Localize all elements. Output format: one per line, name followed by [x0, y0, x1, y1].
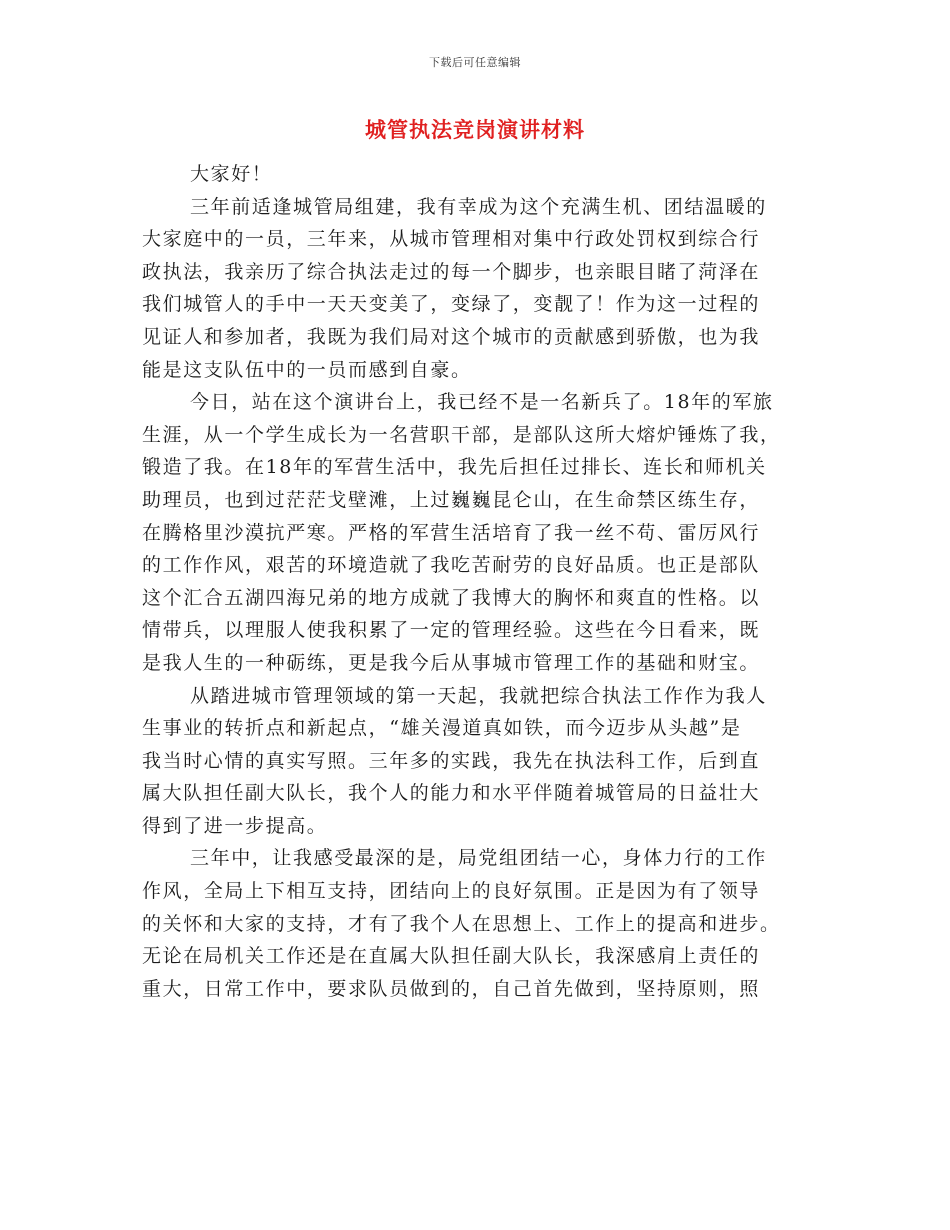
paragraph-line: 无论在局机关工作还是在直属大队担任副大队长，我深感肩上责任的 [142, 945, 761, 968]
paragraph-line: 我当时心情的真实写照。三年多的实践，我先在执法科工作，后到直 [142, 749, 761, 772]
paragraph-line: 得到了进一步提高。 [142, 814, 328, 837]
paragraph-line: 的关怀和大家的支持，才有了我个人在思想上、工作上的提高和进步。 [142, 912, 781, 935]
paragraph-line: 助理员，也到过茫茫戈壁滩，上过巍巍昆仑山，在生命禁区练生存， [142, 488, 761, 511]
paragraph-line: 大家庭中的一员，三年来，从城市管理相对集中行政处罚权到综合行 [142, 228, 761, 251]
paragraph-line: 从踏进城市管理领域的第一天起，我就把综合执法工作作为我人 [190, 684, 767, 707]
paragraph-line: 锻造了我。在18年的军营生活中，我先后担任过排长、连长和师机关 [142, 456, 767, 479]
paragraph-line: 政执法，我亲历了综合执法走过的每一个脚步，也亲眼目睹了菏泽在 [142, 260, 761, 283]
paragraph-line: 是我人生的一种砺练，更是我今后从事城市管理工作的基础和财宝。 [142, 651, 761, 674]
page-header-note: 下载后可任意编辑 [429, 56, 521, 69]
paragraph-line: 我们城管人的手中一天天变美了，变绿了，变靓了！作为这一过程的 [142, 293, 761, 316]
paragraph-line: 见证人和参加者，我既为我们局对这个城市的贡献感到骄傲，也为我 [142, 325, 761, 348]
paragraph-line: 大家好！ [190, 163, 273, 185]
paragraph-line: 的工作作风，艰苦的环境造就了我吃苦耐劳的良好品质。也正是部队 [142, 554, 761, 577]
paragraph-line: 这个汇合五湖四海兄弟的地方成就了我博大的胸怀和爽直的性格。以 [142, 586, 761, 609]
paragraph-line: 属大队担任副大队长，我个人的能力和水平伴随着城管局的日益壮大 [142, 782, 761, 805]
paragraph-line: 三年中，让我感受最深的是，局党组团结一心，身体力行的工作 [190, 847, 767, 870]
document-body [142, 158, 802, 1005]
paragraph-line: 今日，站在这个演讲台上，我已经不是一名新兵了。18年的军旅 [190, 391, 774, 414]
paragraph-line: 能是这支队伍中的一员而感到自豪。 [142, 358, 472, 381]
paragraph-line: 情带兵，以理服人使我积累了一定的管理经验。这些在今日看来，既 [142, 619, 761, 642]
paragraph-line: 在腾格里沙漠抗严寒。严格的军营生活培育了我一丝不苟、雷厉风行 [142, 521, 761, 544]
document-title: 城管执法竞岗演讲材料 [365, 117, 585, 142]
paragraph-line: 生涯，从一个学生成长为一名营职干部，是部队这所大熔炉锤炼了我， [142, 423, 781, 446]
paragraph-line: 作风，全局上下相互支持，团结向上的良好氛围。正是因为有了领导 [142, 880, 761, 903]
paragraph-line: 生事业的转折点和新起点，“雄关漫道真如铁，而今迈步从头越”是 [142, 717, 742, 740]
paragraph-line: 三年前适逢城管局组建，我有幸成为这个充满生机、团结温暖的 [190, 195, 767, 218]
paragraph-line: 重大，日常工作中，要求队员做到的，自己首先做到，坚持原则，照 [142, 977, 761, 1000]
